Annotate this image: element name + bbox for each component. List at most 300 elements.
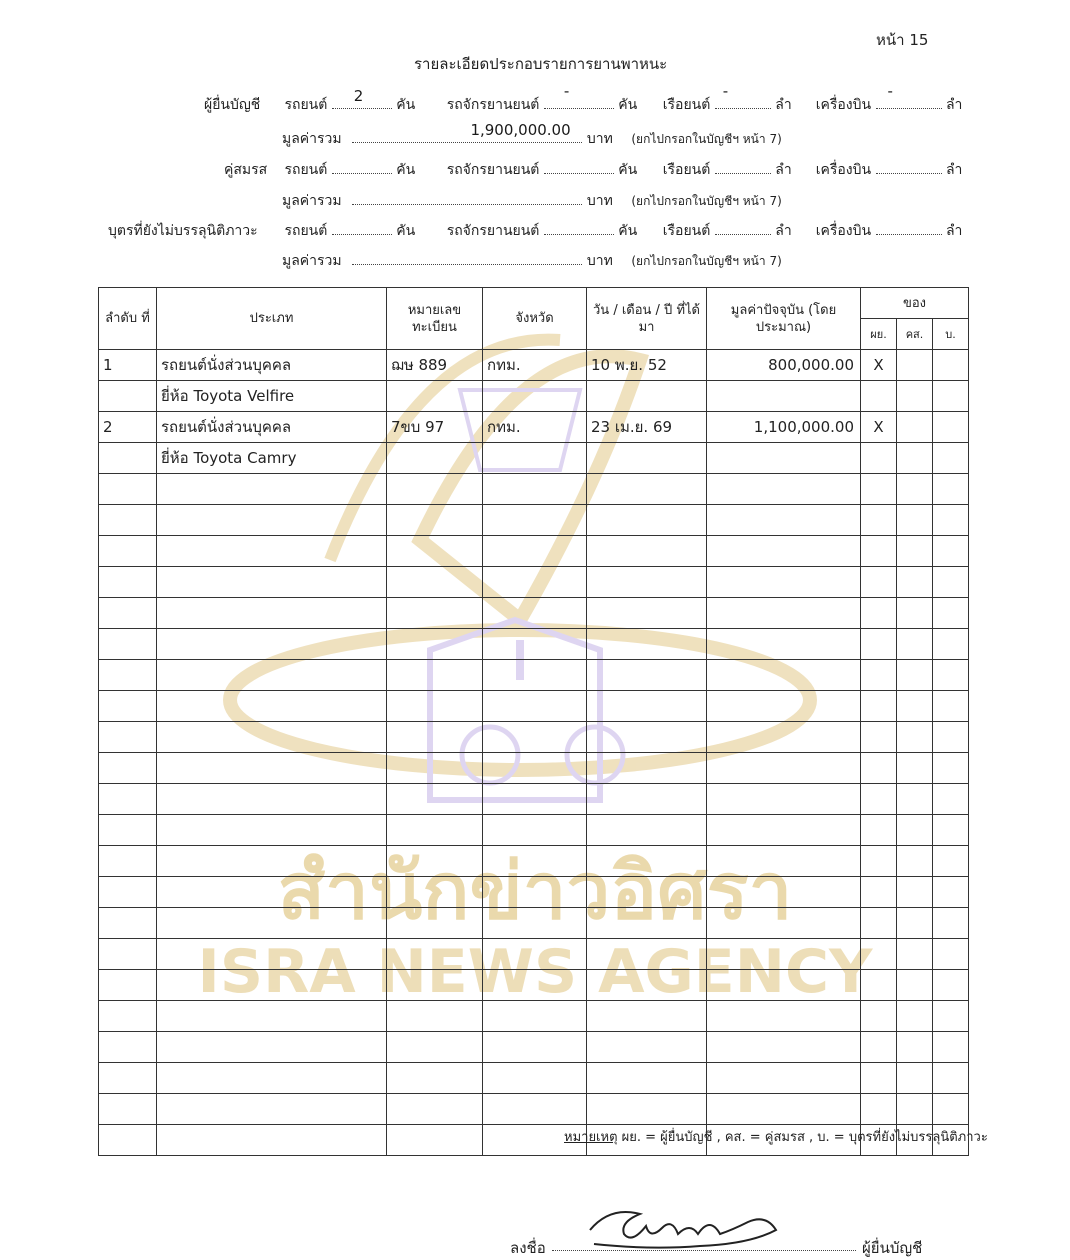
table-cell-empty bbox=[483, 784, 587, 815]
page-number: หน้า 15 bbox=[876, 31, 929, 49]
table-cell-empty bbox=[897, 660, 933, 691]
table-cell-empty bbox=[99, 1063, 157, 1094]
table-cell-empty bbox=[707, 1001, 861, 1032]
table-cell-empty bbox=[99, 1001, 157, 1032]
table-cell-empty bbox=[387, 1001, 483, 1032]
table-cell-empty bbox=[387, 784, 483, 815]
table-cell-empty bbox=[99, 474, 157, 505]
table-row-empty bbox=[99, 660, 969, 691]
table-cell-empty bbox=[587, 784, 707, 815]
cell-value bbox=[707, 381, 861, 412]
table-cell-empty bbox=[897, 753, 933, 784]
cell-owner-child bbox=[933, 350, 969, 381]
table-cell-empty bbox=[707, 753, 861, 784]
table-cell-empty bbox=[897, 1001, 933, 1032]
table-cell-empty bbox=[861, 753, 897, 784]
table-cell-empty bbox=[99, 536, 157, 567]
table-cell-empty bbox=[707, 784, 861, 815]
table-row bbox=[99, 412, 969, 443]
table-cell-empty bbox=[483, 1001, 587, 1032]
table-cell-empty bbox=[483, 1094, 587, 1125]
table-cell-empty bbox=[157, 784, 387, 815]
table-cell-empty bbox=[99, 1125, 157, 1156]
table-cell-empty bbox=[387, 598, 483, 629]
table-cell-empty bbox=[387, 753, 483, 784]
table-cell-empty bbox=[99, 753, 157, 784]
table-cell-empty bbox=[483, 691, 587, 722]
filer-car-label: รถยนต์ bbox=[284, 97, 328, 113]
table-cell-empty bbox=[387, 1032, 483, 1063]
table-cell-empty bbox=[157, 536, 387, 567]
table-cell-empty bbox=[99, 970, 157, 1001]
filer-total-label: มูลค่ารวม bbox=[282, 131, 342, 147]
table-cell-empty bbox=[861, 846, 897, 877]
table-cell-empty bbox=[933, 908, 969, 939]
cell-owner-spouse bbox=[897, 350, 933, 381]
table-cell-empty bbox=[587, 598, 707, 629]
table-cell-empty bbox=[387, 970, 483, 1001]
table-cell-empty bbox=[587, 970, 707, 1001]
table-cell-empty bbox=[897, 877, 933, 908]
cell-date: 23 เม.ย. 69 bbox=[587, 412, 707, 443]
table-cell-empty bbox=[933, 877, 969, 908]
table-cell-empty bbox=[861, 908, 897, 939]
header-province: จังหวัด bbox=[483, 288, 587, 350]
table-cell-empty bbox=[707, 722, 861, 753]
table-cell-empty bbox=[933, 1032, 969, 1063]
table-cell-empty bbox=[707, 598, 861, 629]
table-cell-empty bbox=[707, 846, 861, 877]
table-cell-empty bbox=[897, 505, 933, 536]
table-cell-empty bbox=[99, 598, 157, 629]
table-cell-empty bbox=[897, 536, 933, 567]
table-row bbox=[99, 443, 969, 474]
child-car-label: รถยนต์ bbox=[284, 223, 328, 239]
table-cell-empty bbox=[587, 815, 707, 846]
table-cell-empty bbox=[587, 536, 707, 567]
spouse-boat-unit: ลำ bbox=[775, 162, 792, 178]
cell-seq: 1 bbox=[99, 350, 157, 381]
table-row-empty bbox=[99, 753, 969, 784]
filer-plane-unit: ลำ bbox=[945, 97, 963, 113]
table-row-empty bbox=[99, 505, 969, 536]
spouse-motorcycle-unit: คัน bbox=[618, 162, 638, 178]
child-label: บุตรที่ยังไม่บรรลุนิติภาวะ bbox=[108, 223, 258, 239]
header-plate: หมายเลข ทะเบียน bbox=[387, 288, 483, 350]
footnote-label: หมายเหตุ bbox=[564, 1130, 618, 1145]
table-cell-empty bbox=[587, 1094, 707, 1125]
table-cell-empty bbox=[861, 474, 897, 505]
table-cell-empty bbox=[897, 567, 933, 598]
table-cell-empty bbox=[933, 691, 969, 722]
cell-province bbox=[483, 381, 587, 412]
table-cell-empty bbox=[99, 877, 157, 908]
table-cell-empty bbox=[483, 753, 587, 784]
table-cell-empty bbox=[933, 753, 969, 784]
cell-owner-child bbox=[933, 412, 969, 443]
table-cell-empty bbox=[587, 1063, 707, 1094]
table-cell-empty bbox=[707, 1063, 861, 1094]
sign-label: ลงชื่อ bbox=[510, 1239, 546, 1257]
table-cell-empty bbox=[587, 877, 707, 908]
table-body bbox=[99, 350, 969, 1156]
filer-car-count: 2 bbox=[353, 87, 364, 105]
spouse-row bbox=[224, 157, 962, 181]
child-total-label: มูลค่ารวม bbox=[282, 253, 342, 269]
table-cell-empty bbox=[387, 815, 483, 846]
spouse-car-label: รถยนต์ bbox=[284, 162, 328, 178]
table-cell-empty bbox=[387, 877, 483, 908]
cell-date bbox=[587, 381, 707, 412]
table-cell-empty bbox=[707, 474, 861, 505]
spouse-plane-label: เครื่องบิน bbox=[815, 162, 872, 178]
table-cell-empty bbox=[99, 908, 157, 939]
table-cell-empty bbox=[707, 629, 861, 660]
table-cell-empty bbox=[707, 815, 861, 846]
cell-owner-spouse bbox=[897, 443, 933, 474]
handwritten-signature bbox=[580, 1200, 790, 1256]
table-cell-empty bbox=[483, 1063, 587, 1094]
table-cell-empty bbox=[707, 567, 861, 598]
table-cell-empty bbox=[933, 660, 969, 691]
header-date: วัน / เดือน / ปี ที่ได้มา bbox=[587, 288, 707, 350]
table-cell-empty bbox=[587, 660, 707, 691]
vehicle-table bbox=[98, 287, 969, 1156]
table-row-empty bbox=[99, 939, 969, 970]
table-cell-empty bbox=[157, 1063, 387, 1094]
table-cell-empty bbox=[707, 660, 861, 691]
table-cell-empty bbox=[861, 691, 897, 722]
cell-plate bbox=[387, 381, 483, 412]
filer-motorcycle-label: รถจักรยานยนต์ bbox=[446, 97, 540, 113]
table-row-empty bbox=[99, 1063, 969, 1094]
cell-province: กทม. bbox=[483, 350, 587, 381]
table-cell-empty bbox=[897, 815, 933, 846]
table-cell-empty bbox=[587, 939, 707, 970]
table-row-empty bbox=[99, 1032, 969, 1063]
table-row-empty bbox=[99, 1094, 969, 1125]
child-motorcycle-label: รถจักรยานยนต์ bbox=[446, 223, 540, 239]
table-cell-empty bbox=[157, 753, 387, 784]
child-total-unit: บาท bbox=[586, 253, 613, 269]
table-cell-empty bbox=[483, 474, 587, 505]
child-row bbox=[108, 218, 962, 242]
table-cell-empty bbox=[387, 1125, 483, 1156]
filer-total-unit: บาท bbox=[586, 131, 613, 147]
cell-date: 10 พ.ย. 52 bbox=[587, 350, 707, 381]
table-cell-empty bbox=[861, 1063, 897, 1094]
table-cell-empty bbox=[707, 908, 861, 939]
table-cell-empty bbox=[707, 505, 861, 536]
table-row-empty bbox=[99, 908, 969, 939]
table-cell-empty bbox=[99, 660, 157, 691]
table-cell-empty bbox=[861, 567, 897, 598]
filer-boat-count: - bbox=[722, 82, 729, 100]
table-cell-empty bbox=[157, 846, 387, 877]
table-cell-empty bbox=[933, 939, 969, 970]
filer-plane-count: - bbox=[887, 82, 893, 100]
table-cell-empty bbox=[157, 1032, 387, 1063]
table-cell-empty bbox=[99, 784, 157, 815]
table-cell-empty bbox=[897, 474, 933, 505]
cell-plate bbox=[387, 443, 483, 474]
table-cell-empty bbox=[861, 970, 897, 1001]
watermark-thai-text: สำนักข่าวอิศรา bbox=[277, 847, 793, 937]
table-cell-empty bbox=[707, 877, 861, 908]
table-cell-empty bbox=[861, 877, 897, 908]
table-cell-empty bbox=[861, 1032, 897, 1063]
table-cell-empty bbox=[387, 846, 483, 877]
table-cell-empty bbox=[387, 474, 483, 505]
table-row-empty bbox=[99, 474, 969, 505]
table-cell-empty bbox=[157, 505, 387, 536]
table-cell-empty bbox=[707, 1032, 861, 1063]
table-cell-empty bbox=[483, 629, 587, 660]
table-cell-empty bbox=[387, 567, 483, 598]
table-cell-empty bbox=[933, 784, 969, 815]
child-plane-label: เครื่องบิน bbox=[815, 223, 872, 239]
table-row-empty bbox=[99, 629, 969, 660]
table-cell-empty bbox=[157, 722, 387, 753]
table-cell-empty bbox=[99, 722, 157, 753]
table-cell-empty bbox=[483, 536, 587, 567]
filer-label: ผู้ยื่นบัญชี bbox=[204, 97, 261, 113]
table-cell-empty bbox=[587, 846, 707, 877]
table-cell-empty bbox=[861, 598, 897, 629]
table-cell-empty bbox=[861, 722, 897, 753]
filer-carry-note: (ยกไปกรอกในบัญชีฯ หน้า 7) bbox=[631, 132, 782, 146]
table-row-empty bbox=[99, 722, 969, 753]
cell-date bbox=[587, 443, 707, 474]
table-cell-empty bbox=[707, 691, 861, 722]
table-cell-empty bbox=[157, 598, 387, 629]
spouse-total-label: มูลค่ารวม bbox=[282, 193, 342, 209]
table-cell-empty bbox=[483, 877, 587, 908]
table-cell-empty bbox=[157, 567, 387, 598]
table-cell-empty bbox=[483, 660, 587, 691]
filer-motorcycle-unit: คัน bbox=[618, 97, 638, 113]
table-cell-empty bbox=[387, 908, 483, 939]
watermark-english-text: ISRA NEWS AGENCY bbox=[197, 937, 873, 1007]
table-cell-empty bbox=[483, 598, 587, 629]
spouse-total-unit: บาท bbox=[586, 193, 613, 209]
table-cell-empty bbox=[99, 629, 157, 660]
table-cell-empty bbox=[897, 939, 933, 970]
table-cell-empty bbox=[897, 1032, 933, 1063]
cell-plate: ฌษ 889 bbox=[387, 350, 483, 381]
table-cell-empty bbox=[157, 815, 387, 846]
table-cell-empty bbox=[587, 908, 707, 939]
table-cell-empty bbox=[861, 815, 897, 846]
table-cell-empty bbox=[587, 567, 707, 598]
table-cell-empty bbox=[897, 1063, 933, 1094]
table-row-empty bbox=[99, 691, 969, 722]
header-type: ประเภท bbox=[157, 288, 387, 350]
cell-type: ยี่ห้อ Toyota Camry bbox=[157, 443, 387, 474]
table-cell-empty bbox=[587, 753, 707, 784]
table-row-empty bbox=[99, 598, 969, 629]
filer-car-unit: คัน bbox=[396, 97, 416, 113]
table-cell-empty bbox=[933, 815, 969, 846]
table-cell-empty bbox=[483, 505, 587, 536]
spouse-car-unit: คัน bbox=[396, 162, 416, 178]
header-seq: ลำดับ ที่ bbox=[99, 288, 157, 350]
header-owner-spouse: คส. bbox=[897, 319, 933, 350]
table-cell-empty bbox=[483, 970, 587, 1001]
table-cell-empty bbox=[483, 908, 587, 939]
table-row-empty bbox=[99, 815, 969, 846]
table-cell-empty bbox=[387, 1063, 483, 1094]
spouse-plane-unit: ลำ bbox=[945, 162, 963, 178]
table-row-empty bbox=[99, 784, 969, 815]
table-cell-empty bbox=[933, 970, 969, 1001]
table-cell-empty bbox=[99, 1032, 157, 1063]
filer-plane-label: เครื่องบิน bbox=[815, 97, 872, 113]
table-cell-empty bbox=[897, 598, 933, 629]
table-cell-empty bbox=[483, 939, 587, 970]
header-owner-filer: ผย. bbox=[861, 319, 897, 350]
child-boat-unit: ลำ bbox=[775, 223, 792, 239]
table-cell-empty bbox=[861, 505, 897, 536]
table-cell-empty bbox=[707, 970, 861, 1001]
footnote bbox=[564, 1126, 988, 1147]
filer-boat-label: เรือยนต์ bbox=[662, 97, 711, 113]
table-cell-empty bbox=[933, 629, 969, 660]
table-cell-empty bbox=[483, 567, 587, 598]
cell-seq: 2 bbox=[99, 412, 157, 443]
child-plane-unit: ลำ bbox=[945, 223, 963, 239]
cell-owner-filer bbox=[861, 381, 897, 412]
table-cell-empty bbox=[157, 939, 387, 970]
cell-owner-filer: X bbox=[861, 350, 897, 381]
table-cell-empty bbox=[861, 784, 897, 815]
table-cell-empty bbox=[933, 505, 969, 536]
table-cell-empty bbox=[933, 846, 969, 877]
signer-role: ผู้ยื่นบัญชี bbox=[862, 1239, 923, 1257]
table-cell-empty bbox=[897, 722, 933, 753]
table-cell-empty bbox=[933, 567, 969, 598]
table-cell-empty bbox=[99, 939, 157, 970]
table-cell-empty bbox=[861, 939, 897, 970]
table-cell-empty bbox=[587, 505, 707, 536]
table-row-empty bbox=[99, 536, 969, 567]
cell-province bbox=[483, 443, 587, 474]
filer-total-value: 1,900,000.00 bbox=[470, 121, 571, 139]
table-cell-empty bbox=[587, 474, 707, 505]
child-carry-note: (ยกไปกรอกในบัญชีฯ หน้า 7) bbox=[631, 254, 782, 268]
table-cell-empty bbox=[861, 1094, 897, 1125]
header-owner-child: บ. bbox=[933, 319, 969, 350]
spouse-motorcycle-label: รถจักรยานยนต์ bbox=[446, 162, 540, 178]
header-owner: ของ bbox=[861, 288, 969, 319]
child-car-unit: คัน bbox=[396, 223, 416, 239]
table-cell-empty bbox=[387, 660, 483, 691]
footnote-text: ผย. = ผู้ยื่นบัญชี , คส. = คู่สมรส , บ. = บุตรที่ยังไม่บรรลุนิติภาวะ bbox=[621, 1130, 988, 1145]
table-cell-empty bbox=[157, 1001, 387, 1032]
spouse-label: คู่สมรส bbox=[224, 162, 268, 178]
table-cell-empty bbox=[933, 1094, 969, 1125]
table-row bbox=[99, 381, 969, 412]
table-cell-empty bbox=[99, 815, 157, 846]
table-cell-empty bbox=[387, 939, 483, 970]
table-cell-empty bbox=[483, 846, 587, 877]
header-value: มูลค่าปัจจุบัน (โดยประมาณ) bbox=[707, 288, 861, 350]
spouse-boat-label: เรือยนต์ bbox=[662, 162, 711, 178]
cell-owner-child bbox=[933, 381, 969, 412]
table-cell-empty bbox=[387, 505, 483, 536]
table-cell-empty bbox=[387, 1094, 483, 1125]
table-cell-empty bbox=[897, 629, 933, 660]
table-cell-empty bbox=[157, 1125, 387, 1156]
table-cell-empty bbox=[99, 846, 157, 877]
child-boat-label: เรือยนต์ bbox=[662, 223, 711, 239]
table-cell-empty bbox=[897, 691, 933, 722]
table-cell-empty bbox=[157, 970, 387, 1001]
table-cell-empty bbox=[157, 877, 387, 908]
filer-row bbox=[204, 82, 963, 116]
table-row-empty bbox=[99, 567, 969, 598]
table-cell-empty bbox=[157, 908, 387, 939]
table-cell-empty bbox=[707, 939, 861, 970]
table-cell-empty bbox=[933, 722, 969, 753]
cell-owner-child bbox=[933, 443, 969, 474]
table-cell-empty bbox=[387, 691, 483, 722]
table-cell-empty bbox=[99, 1094, 157, 1125]
table-cell-empty bbox=[861, 1001, 897, 1032]
table-row-empty bbox=[99, 877, 969, 908]
table-cell-empty bbox=[933, 598, 969, 629]
cell-owner-filer bbox=[861, 443, 897, 474]
cell-owner-spouse bbox=[897, 381, 933, 412]
table-cell-empty bbox=[387, 629, 483, 660]
table-row bbox=[99, 350, 969, 381]
child-motorcycle-unit: คัน bbox=[618, 223, 638, 239]
cell-value bbox=[707, 443, 861, 474]
table-cell-empty bbox=[99, 505, 157, 536]
filer-total-row bbox=[282, 121, 782, 150]
table-cell-empty bbox=[157, 691, 387, 722]
table-cell-empty bbox=[387, 722, 483, 753]
table-cell-empty bbox=[707, 1094, 861, 1125]
table-cell-empty bbox=[861, 629, 897, 660]
table-cell-empty bbox=[483, 815, 587, 846]
table-row-empty bbox=[99, 846, 969, 877]
table-cell-empty bbox=[483, 722, 587, 753]
cell-owner-filer: X bbox=[861, 412, 897, 443]
table-cell-empty bbox=[897, 908, 933, 939]
table-cell-empty bbox=[587, 1001, 707, 1032]
table-cell-empty bbox=[157, 474, 387, 505]
cell-seq bbox=[99, 443, 157, 474]
table-row-empty bbox=[99, 1001, 969, 1032]
table-cell-empty bbox=[861, 660, 897, 691]
filer-motorcycle-count: - bbox=[563, 82, 570, 100]
child-total-row bbox=[282, 248, 782, 272]
table-cell-empty bbox=[587, 1032, 707, 1063]
cell-type: รถยนต์นั่งส่วนบุคคล bbox=[157, 412, 387, 443]
table-cell-empty bbox=[897, 846, 933, 877]
cell-type: ยี่ห้อ Toyota Velfire bbox=[157, 381, 387, 412]
cell-owner-spouse bbox=[897, 412, 933, 443]
table-cell-empty bbox=[587, 722, 707, 753]
table-cell-empty bbox=[157, 629, 387, 660]
table-cell-empty bbox=[483, 1032, 587, 1063]
table-cell-empty bbox=[587, 691, 707, 722]
cell-seq bbox=[99, 381, 157, 412]
spouse-total-row bbox=[282, 188, 782, 212]
table-cell-empty bbox=[897, 784, 933, 815]
cell-plate: 7ขบ 97 bbox=[387, 412, 483, 443]
